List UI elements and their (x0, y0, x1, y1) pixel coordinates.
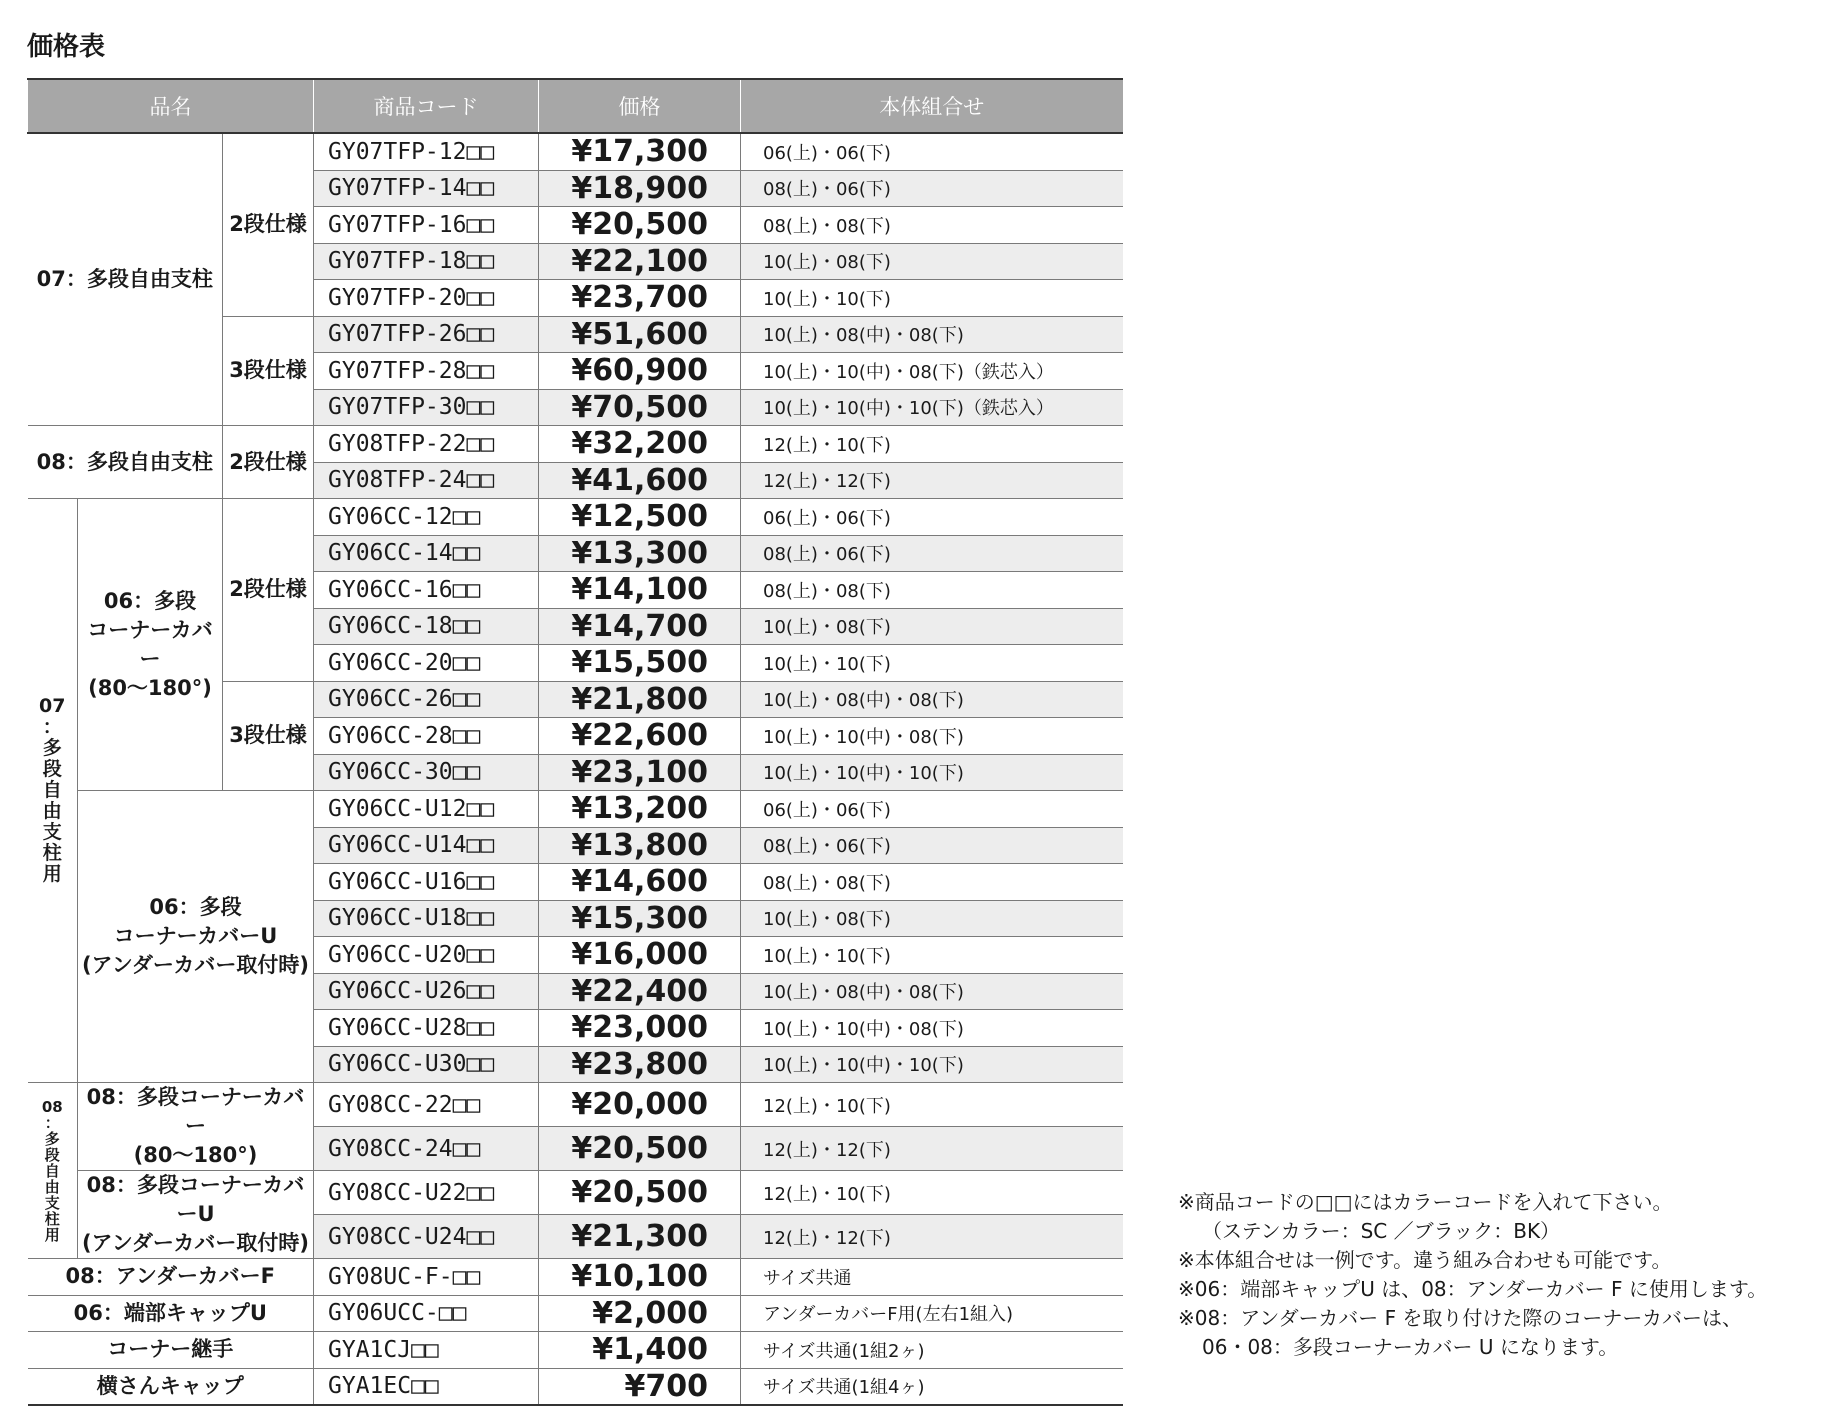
product-code: GY06CC-U20□□ (314, 937, 539, 974)
product-code: GY08CC-24□□ (314, 1127, 539, 1171)
group-07-post: 07：多段自由支柱 (28, 133, 223, 426)
table-row (28, 499, 1123, 536)
product-code: GY06CC-20□□ (314, 645, 539, 682)
price: ¥13,300 (539, 535, 741, 572)
price: ¥13,800 (539, 827, 741, 864)
note-combination: ※本体組合せは一例です。違う組み合わせも可能です。 (1178, 1248, 1672, 1272)
price: ¥1,400 (539, 1332, 741, 1369)
combination: 12(上)・12(下) (741, 1127, 1123, 1171)
combination: アンダーカバーF用(左右1組入) (741, 1295, 1123, 1332)
combination: 06(上)・06(下) (741, 791, 1123, 828)
combination: 10(上)・08(中)・08(下) (741, 316, 1123, 353)
price: ¥22,100 (539, 243, 741, 280)
price: ¥32,200 (539, 426, 741, 463)
price: ¥12,500 (539, 499, 741, 536)
product-code: GY07TFP-14□□ (314, 170, 539, 207)
price: ¥21,300 (539, 1215, 741, 1259)
combination: 10(上)・10(中)・08(下) (741, 718, 1123, 755)
table-row (28, 1332, 1123, 1369)
table-row (28, 1171, 1123, 1215)
combination: 12(上)・10(下) (741, 1083, 1123, 1127)
combination: 12(上)・12(下) (741, 1215, 1123, 1259)
combination: 10(上)・10(下) (741, 937, 1123, 974)
price-table (27, 78, 1123, 1406)
product-code: GY06CC-26□□ (314, 681, 539, 718)
product-code: GY07TFP-18□□ (314, 243, 539, 280)
combination: 06(上)・06(下) (741, 133, 1123, 170)
price: ¥60,900 (539, 353, 741, 390)
group-06-corner-cover-u: 06：多段 コーナーカバーU (アンダーカバー取付時) (78, 791, 314, 1083)
group-08-post: 08：多段自由支柱 (28, 426, 223, 499)
price: ¥20,500 (539, 207, 741, 244)
note-corner-cover-u: 06・08：多段コーナーカバー U になります。 (1202, 1335, 1619, 1359)
combination: 10(上)・10(中)・10(下)（鉄芯入） (741, 389, 1123, 426)
price: ¥21,800 (539, 681, 741, 718)
combination: 12(上)・10(下) (741, 426, 1123, 463)
price: ¥16,000 (539, 937, 741, 974)
table-body (28, 133, 1123, 1405)
product-code: GY08UC-F-□□ (314, 1259, 539, 1296)
product-code: GY07TFP-26□□ (314, 316, 539, 353)
combination: 10(上)・08(中)・08(下) (741, 681, 1123, 718)
combination: 08(上)・08(下) (741, 207, 1123, 244)
table-row (28, 133, 1123, 170)
product-code: GY06CC-16□□ (314, 572, 539, 609)
product-code: GY08CC-U24□□ (314, 1215, 539, 1259)
group-08-corner-cover: 08：多段コーナーカバー (80～180°) (78, 1083, 314, 1171)
group-07-vertical: 07 ： 多 段 自 由 支 柱 用 (28, 499, 78, 1083)
product-code: GY06CC-14□□ (314, 535, 539, 572)
combination: 08(上)・06(下) (741, 170, 1123, 207)
price: ¥23,000 (539, 1010, 741, 1047)
group-stage2: 2段仕様 (223, 133, 314, 316)
combination: 10(上)・08(中)・08(下) (741, 973, 1123, 1010)
product-code: GY06CC-U14□□ (314, 827, 539, 864)
combination: サイズ共通 (741, 1259, 1123, 1296)
notes (1178, 1188, 1767, 1362)
combination: 12(上)・10(下) (741, 1171, 1123, 1215)
product-code: GY07TFP-16□□ (314, 207, 539, 244)
table-row (28, 1295, 1123, 1332)
product-code: GY07TFP-20□□ (314, 280, 539, 317)
price: ¥18,900 (539, 170, 741, 207)
header-price: 価格 (539, 79, 741, 133)
table-row (28, 1368, 1123, 1405)
combination: 10(上)・08(下) (741, 900, 1123, 937)
product-code: GY08TFP-24□□ (314, 462, 539, 499)
group-stage2: 2段仕様 (223, 426, 314, 499)
price: ¥23,700 (539, 280, 741, 317)
price: ¥23,800 (539, 1046, 741, 1083)
product-code: GY06CC-U16□□ (314, 864, 539, 901)
product-code: GY07TFP-12□□ (314, 133, 539, 170)
combination: 10(上)・08(下) (741, 608, 1123, 645)
price: ¥20,500 (539, 1171, 741, 1215)
product-code: GY06CC-28□□ (314, 718, 539, 755)
page-title: 価格表 (27, 32, 106, 62)
combination: 10(上)・10(下) (741, 645, 1123, 682)
group-06-end-cap-u: 06：端部キャップU (28, 1295, 314, 1332)
product-code: GY06CC-U26□□ (314, 973, 539, 1010)
product-code: GY06CC-30□□ (314, 754, 539, 791)
price: ¥14,100 (539, 572, 741, 609)
combination: 12(上)・12(下) (741, 462, 1123, 499)
combination: 10(上)・10(中)・10(下) (741, 754, 1123, 791)
note-under-cover: ※08：アンダーカバー F を取り付けた際のコーナーカバーは、 (1178, 1306, 1743, 1330)
price: ¥20,000 (539, 1083, 741, 1127)
price: ¥13,200 (539, 791, 741, 828)
table-row (28, 426, 1123, 463)
header-code: 商品コード (314, 79, 539, 133)
product-code: GYA1EC□□ (314, 1368, 539, 1405)
note-color-code: ※商品コードの□□にはカラーコードを入れて下さい。 (1178, 1190, 1673, 1214)
combination: 10(上)・10(中)・08(下) (741, 1010, 1123, 1047)
price: ¥20,500 (539, 1127, 741, 1171)
combination: 10(上)・10(下) (741, 280, 1123, 317)
table-row (28, 1259, 1123, 1296)
price: ¥14,600 (539, 864, 741, 901)
combination: 10(上)・10(中)・08(下)（鉄芯入） (741, 353, 1123, 390)
combination: 10(上)・10(中)・10(下) (741, 1046, 1123, 1083)
price: ¥22,600 (539, 718, 741, 755)
price: ¥15,500 (539, 645, 741, 682)
product-code: GY08TFP-22□□ (314, 426, 539, 463)
group-stage3: 3段仕様 (223, 316, 314, 426)
combination: 08(上)・06(下) (741, 827, 1123, 864)
price: ¥41,600 (539, 462, 741, 499)
note-end-cap: ※06：端部キャップU は、08：アンダーカバー F に使用します。 (1178, 1277, 1768, 1301)
product-code: GY07TFP-28□□ (314, 353, 539, 390)
product-code: GY06CC-U18□□ (314, 900, 539, 937)
price: ¥700 (539, 1368, 741, 1405)
group-08-vertical: 08 ： 多 段 自 由 支 柱 用 (28, 1083, 78, 1259)
price: ¥2,000 (539, 1295, 741, 1332)
header-combination: 本体組合せ (741, 79, 1123, 133)
product-code: GY06UCC-□□ (314, 1295, 539, 1332)
combination: サイズ共通(1組4ヶ) (741, 1368, 1123, 1405)
price: ¥17,300 (539, 133, 741, 170)
price: ¥14,700 (539, 608, 741, 645)
product-code: GY06CC-U30□□ (314, 1046, 539, 1083)
combination: 10(上)・08(下) (741, 243, 1123, 280)
combination: 08(上)・08(下) (741, 572, 1123, 609)
combination: 06(上)・06(下) (741, 499, 1123, 536)
header-name: 品名 (28, 79, 314, 133)
table-row (28, 1083, 1123, 1127)
product-code: GY06CC-18□□ (314, 608, 539, 645)
group-06-corner-cover: 06：多段 コーナーカバー (80～180°) (78, 499, 223, 791)
table-header-row (28, 79, 1123, 133)
group-08-corner-cover-u: 08：多段コーナーカバーU (アンダーカバー取付時) (78, 1171, 314, 1259)
price: ¥23,100 (539, 754, 741, 791)
table-row (28, 791, 1123, 828)
group-stage2: 2段仕様 (223, 499, 314, 682)
group-08-under-cover-f: 08：アンダーカバーF (28, 1259, 314, 1296)
price: ¥15,300 (539, 900, 741, 937)
combination: 08(上)・08(下) (741, 864, 1123, 901)
price: ¥51,600 (539, 316, 741, 353)
price: ¥22,400 (539, 973, 741, 1010)
group-yokosan-cap: 横さんキャップ (28, 1368, 314, 1405)
product-code: GY07TFP-30□□ (314, 389, 539, 426)
product-code: GY08CC-U22□□ (314, 1171, 539, 1215)
group-stage3: 3段仕様 (223, 681, 314, 791)
price: ¥70,500 (539, 389, 741, 426)
product-code: GY06CC-U12□□ (314, 791, 539, 828)
product-code: GY08CC-22□□ (314, 1083, 539, 1127)
group-corner-joint: コーナー継手 (28, 1332, 314, 1369)
combination: サイズ共通(1組2ヶ) (741, 1332, 1123, 1369)
combination: 08(上)・06(下) (741, 535, 1123, 572)
product-code: GY06CC-12□□ (314, 499, 539, 536)
product-code: GYA1CJ□□ (314, 1332, 539, 1369)
product-code: GY06CC-U28□□ (314, 1010, 539, 1047)
price: ¥10,100 (539, 1259, 741, 1296)
note-color-values: （ステンカラー：SC ／ブラック：BK） (1202, 1219, 1561, 1243)
